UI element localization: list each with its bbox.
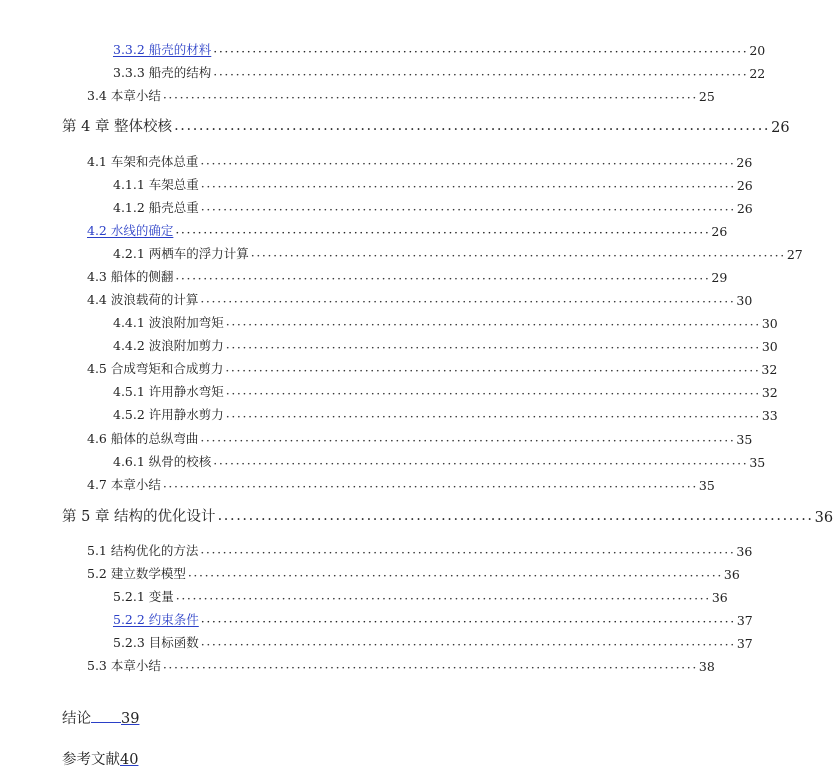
toc-entry-4-4-2[interactable] xyxy=(113,334,778,355)
toc-entry-3-3-2[interactable] xyxy=(113,38,766,59)
toc-leader-dots: ································································································ xyxy=(213,67,749,82)
toc-page-number: 36 xyxy=(723,567,740,582)
toc-leader-dots: ································································································ xyxy=(187,568,723,583)
toc-page-number: 30 xyxy=(761,316,778,331)
toc-entry-label: 4.2.1 两栖车的浮力计算 xyxy=(113,246,249,261)
toc-entry-4-5-1[interactable] xyxy=(113,380,778,401)
toc-leader-dots: ································································································ xyxy=(225,409,761,424)
toc-leader-dots: ································································································ xyxy=(162,479,698,494)
toc-leader-dots: ································································································ xyxy=(175,591,711,606)
toc-entry-3-3-3[interactable] xyxy=(113,61,766,82)
toc-entry-label: 第 5 章 结构的优化设计 xyxy=(62,509,216,525)
toc-page-number: 26 xyxy=(736,201,753,216)
toc-entry-5-2-2[interactable] xyxy=(113,608,753,629)
toc-page-number: 26 xyxy=(736,178,753,193)
toc-entry-label: 4.2 水线的确定 xyxy=(87,223,174,238)
toc-entry-4-2-1[interactable] xyxy=(113,242,803,263)
toc-entry-4-6-1[interactable] xyxy=(113,450,766,471)
toc-page-number: 37 xyxy=(736,636,753,651)
toc-entry-label: 4.3 船体的侧翻 xyxy=(87,269,174,284)
toc-page-number: 26 xyxy=(736,155,753,170)
toc-leader-dots: ································································································ xyxy=(200,156,736,171)
toc-leader-dots: ································································································ xyxy=(250,248,786,263)
toc-entry-label: 第 4 章 整体校核 xyxy=(62,119,173,135)
toc-page-number: 29 xyxy=(711,270,728,285)
toc-entry-4-3[interactable] xyxy=(87,265,728,286)
toc-entry-5-2-1[interactable] xyxy=(113,585,728,606)
toc-page-number: 25 xyxy=(698,89,715,104)
toc-entry-5-1[interactable] xyxy=(87,539,753,560)
toc-entry-label: 5.2.3 目标函数 xyxy=(113,635,199,650)
toc-entry-label: 4.6 船体的总纵弯曲 xyxy=(87,431,199,446)
toc-leader-dots: ································································································ xyxy=(225,386,761,401)
toc-page-number: 38 xyxy=(698,659,715,674)
toc-entry-label: 4.1 车架和壳体总重 xyxy=(87,154,199,169)
toc-entry-label: 5.1 结构优化的方法 xyxy=(87,543,199,558)
toc-leader-dots: ································································································ xyxy=(225,340,761,355)
references-label: 参考文献 xyxy=(62,752,120,768)
toc-leader-dots: ································································································ xyxy=(200,202,736,217)
conclusion-page-number: 39 xyxy=(121,711,140,727)
toc-page-number: 32 xyxy=(761,385,778,400)
toc-leader-dots: ································································································ xyxy=(217,512,814,528)
toc-entry-4-5[interactable] xyxy=(87,357,778,378)
toc-page-number: 36 xyxy=(814,510,833,526)
toc-entry-label: 5.2.2 约束条件 xyxy=(113,612,199,627)
toc-entry-label: 4.5 合成弯矩和合成剪力 xyxy=(87,361,224,376)
toc-entry-4-4-1[interactable] xyxy=(113,311,778,332)
toc-entry-label: 4.6.1 纵骨的校核 xyxy=(113,454,212,469)
toc-page-number: 36 xyxy=(711,590,728,605)
toc-entry-4-6[interactable] xyxy=(87,427,753,448)
toc-entry-label: 4.7 本章小结 xyxy=(87,477,161,492)
toc-entry-3-4[interactable] xyxy=(87,84,715,105)
toc-conclusion[interactable] xyxy=(62,707,139,728)
toc-entry-4-1-2[interactable] xyxy=(113,196,753,217)
toc-entry-label: 4.4.1 波浪附加弯矩 xyxy=(113,315,224,330)
toc-entry-label: 4.1.2 船壳总重 xyxy=(113,200,199,215)
toc-entry-4-2[interactable] xyxy=(87,219,728,240)
toc-leader-dots: ································································································ xyxy=(200,294,736,309)
toc-page-number: 35 xyxy=(736,432,753,447)
toc-page-number: 22 xyxy=(749,66,766,81)
toc-leader-dots: ································································································ xyxy=(175,225,711,240)
toc-leader-dots: ································································································ xyxy=(200,637,736,652)
toc-leader-dots: ································································································ xyxy=(200,545,736,560)
toc-entry-5-3[interactable] xyxy=(87,654,715,675)
toc-chapter-5[interactable] xyxy=(62,506,833,528)
toc-leader-dots: ································································································ xyxy=(162,90,698,105)
toc-leader-dots: ································································································ xyxy=(200,179,736,194)
toc-entry-4-1-1[interactable] xyxy=(113,173,753,194)
toc-entry-4-7[interactable] xyxy=(87,473,715,494)
toc-page-number: 32 xyxy=(761,362,778,377)
toc-entry-5-2-3[interactable] xyxy=(113,631,753,652)
toc-page-number: 35 xyxy=(698,478,715,493)
toc-entry-label: 4.4 波浪载荷的计算 xyxy=(87,292,199,307)
toc-page-number: 35 xyxy=(749,455,766,470)
toc-entry-label: 4.5.1 许用静水弯矩 xyxy=(113,384,224,399)
toc-entry-label: 3.4 本章小结 xyxy=(87,88,161,103)
references-page-number: 40 xyxy=(120,752,139,768)
toc-entry-label: 4.5.2 许用静水剪力 xyxy=(113,407,224,422)
toc-entry-5-2[interactable] xyxy=(87,562,740,583)
toc-entry-label: 5.3 本章小结 xyxy=(87,658,161,673)
toc-page-number: 30 xyxy=(736,293,753,308)
toc-leader-dots: ································································································ xyxy=(200,433,736,448)
toc-page-number: 27 xyxy=(786,247,803,262)
toc-page-number: 36 xyxy=(736,544,753,559)
toc-leader-dots: ································································································ xyxy=(174,122,771,138)
toc-leader-dots: ································································································ xyxy=(175,271,711,286)
toc-leader-dots: ································································································ xyxy=(213,456,749,471)
toc-page-number: 30 xyxy=(761,339,778,354)
toc-entry-label: 4.4.2 波浪附加剪力 xyxy=(113,338,224,353)
toc-entry-label: 5.2 建立数学模型 xyxy=(87,566,186,581)
toc-entry-4-1[interactable] xyxy=(87,150,753,171)
toc-entry-label: 3.3.3 船壳的结构 xyxy=(113,65,212,80)
toc-entry-4-4[interactable] xyxy=(87,288,753,309)
toc-leader-dots: ································································································ xyxy=(162,660,698,675)
toc-page-number: 20 xyxy=(749,43,766,58)
conclusion-label: 结论 xyxy=(62,711,91,727)
link-underline xyxy=(91,709,121,723)
toc-entry-4-5-2[interactable] xyxy=(113,403,778,424)
toc-page-number: 33 xyxy=(761,408,778,423)
toc-leader-dots: ································································································ xyxy=(225,363,761,378)
toc-page-number: 37 xyxy=(736,613,753,628)
toc-leader-dots: ································································································ xyxy=(225,317,761,332)
toc-entry-label: 5.2.1 变量 xyxy=(113,589,174,604)
toc-entry-label: 4.1.1 车架总重 xyxy=(113,177,199,192)
toc-leader-dots: ································································································ xyxy=(200,614,736,629)
toc-chapter-4[interactable] xyxy=(62,116,790,138)
toc-page-number: 26 xyxy=(711,224,728,239)
toc-page-number: 26 xyxy=(771,120,790,136)
toc-leader-dots: ································································································ xyxy=(213,44,749,59)
toc-references[interactable] xyxy=(62,748,138,769)
toc-entry-label: 3.3.2 船壳的材料 xyxy=(113,42,212,57)
